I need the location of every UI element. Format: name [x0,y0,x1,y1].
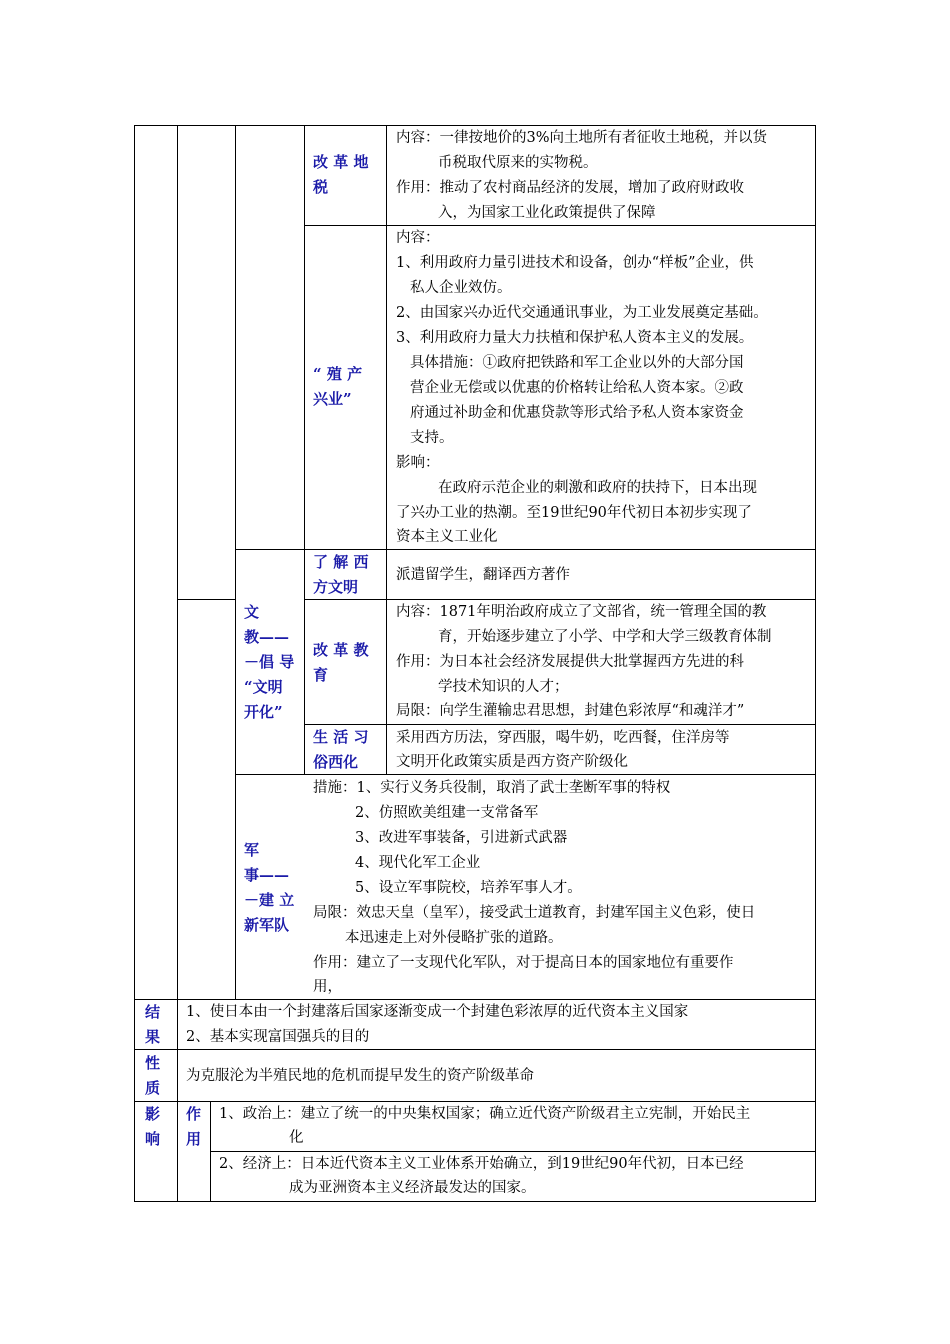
junshi-line-3: 3、改进军事装备，引进新式武器 [355,830,568,846]
shenghuo-line-2: 文明开化政策实质是西方资产阶级化 [396,754,628,770]
label-zhichan-xingye: “ 殖 产 兴业” [313,365,363,408]
col-line-b [235,125,236,999]
col-line-lower-b [210,1101,211,1202]
yingxiang-politics-line-2: 化 [289,1130,304,1146]
label-junshi: 军 事—— －建 立 新军队 [244,841,295,934]
tax-line-2: 币税取代原来的实物税。 [438,155,598,171]
junshi-line-4: 4、现代化军工企业 [355,855,481,871]
table-border-right [815,125,816,1202]
liaojie-text: 派遣留学生，翻译西方著作 [396,567,570,583]
col-line-d [386,125,387,774]
jieguo-line-1: 1、使日本由一个封建落后国家逐渐变成一个封建色彩浓厚的近代资本主义国家 [186,1004,689,1020]
row-line-small [177,599,236,600]
tax-line-3: 作用：推动了农村商品经济的发展，增加了政府财政收 [396,180,744,196]
yingxiang-politics-line-1: 1、政治上：建立了统一的中央集权国家；确立近代资产阶级君主立宪制，开始民主 [219,1106,751,1122]
zhichan-line-13: 资本主义工业化 [396,529,498,545]
junshi-line-9: 用， [313,979,342,995]
junshi-line-7: 本迅速走上对外侵略扩张的道路。 [345,930,563,946]
zhichan-line-1: 内容： [396,230,440,246]
zhichan-line-7: 营企业无偿或以优惠的价格转让给私人资本家。②政 [410,380,744,396]
tax-line-4: 入，为国家工业化政策提供了保障 [438,205,656,221]
jieguo-line-2: 2、基本实现富国强兵的目的 [186,1029,370,1045]
zhichan-line-8: 府通过补助金和优惠贷款等形式给予私人资本家资金 [410,405,744,421]
jiaoyu-line-2: 育，开始逐步建立了小学、中学和大学三级教育体制 [438,629,772,645]
zhichan-line-11: 在政府示范企业的刺激和政府的扶持下，日本出现 [438,480,757,496]
table-border-bottom [134,1201,816,1202]
zhichan-line-2: 1、利用政府力量引进技术和设备，创办“样板”企业，供 [396,255,754,271]
label-liaojie-xifang: 了 解 西 方文明 [313,553,369,596]
zhichan-line-5: 3、利用政府力量大力扶植和保护私人资本主义的发展。 [396,330,754,346]
yingxiang-economy-line-2: 成为亚洲资本主义经济最发达的国家。 [289,1180,536,1196]
shenghuo-line-1: 采用西方历法，穿西服，喝牛奶，吃西餐，住洋房等 [396,730,730,746]
zhichan-line-3: 私人企业效仿。 [410,280,512,296]
xingzhi-text: 为克服沦为半殖民地的危机而提早发生的资产阶级革命 [186,1068,534,1084]
col-line-c [304,125,305,774]
zhichan-line-6: 具体措施：①政府把铁路和军工企业以外的大部分国 [410,355,744,371]
junshi-line-5: 5、设立军事院校，培养军事人才。 [355,880,582,896]
junshi-line-6: 局限：效忠天皇（皇军），接受武士道教育，封建军国主义色彩，使日 [313,905,756,921]
jiaoyu-line-4: 学技术知识的人才； [438,679,569,695]
row-line-jiaoyu [304,724,816,725]
zhichan-line-12: 了兴办工业的热潮。至19世纪90年代初日本初步实现了 [396,505,752,521]
jiaoyu-line-5: 局限：向学生灌输忠君思想，封建色彩浓厚“和魂洋才” [396,703,745,719]
tax-line-1: 内容：一律按地价的3%向土地所有者征收土地税，并以货 [396,130,768,146]
yingxiang-economy-line-1: 2、经济上：日本近代资本主义工业体系开始确立，到19世纪90年代初，日本已经 [219,1156,744,1172]
label-wenjiao: 文 教—— －倡 导 “文明 开化” [244,603,295,721]
label-xingzhi: 性 质 [145,1054,161,1097]
label-shenghuo-xisu: 生 活 习 俗西化 [313,728,369,771]
col-line-lower-a [177,999,178,1202]
junshi-line-1: 措施：1、实行义务兵役制，取消了武士垄断军事的特权 [313,780,671,796]
junshi-line-8: 作用：建立了一支现代化军队，对于提高日本的国家地位有重要作 [313,955,734,971]
zhichan-line-9: 支持。 [410,430,454,446]
zhichan-line-4: 2、由国家兴办近代交通通讯事业，为工业发展奠定基础。 [396,305,768,321]
col-line-a [177,125,178,999]
label-zuoyong: 作 用 [186,1105,202,1148]
jiaoyu-line-3: 作用：为日本社会经济发展提供大批掌握西方先进的科 [396,654,744,670]
label-gaige-jiaoyu: 改 革 教 育 [313,641,369,684]
table-border-left [134,125,135,1202]
junshi-line-2: 2、仿照欧美组建一支常备军 [355,805,539,821]
label-reform-tax: 改 革 地 税 [313,153,369,196]
label-yingxiang: 影 响 [145,1105,161,1148]
zhichan-line-10: 影响： [396,455,440,471]
label-jieguo: 结 果 [145,1003,161,1046]
jiaoyu-line-1: 内容：1871年明治政府成立了文部省，统一管理全国的教 [396,604,767,620]
